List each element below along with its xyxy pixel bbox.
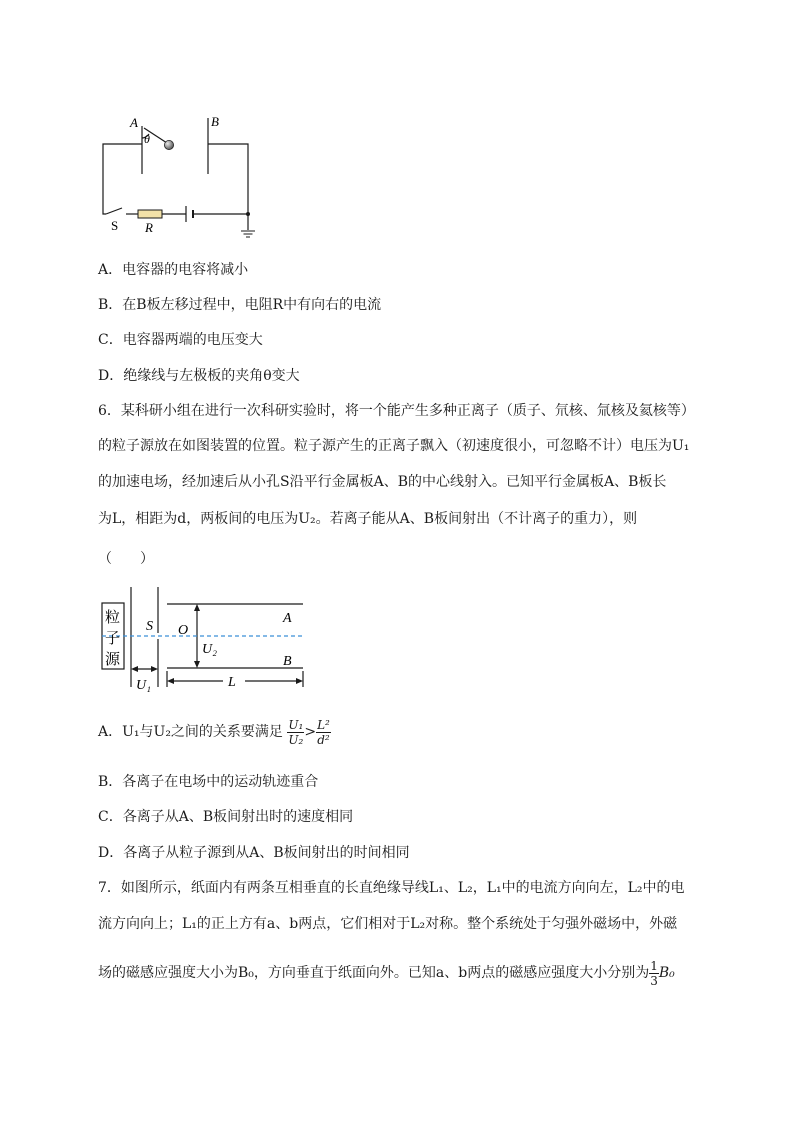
- fraction-one-third: [649, 959, 659, 988]
- label-plate-a: A: [283, 611, 292, 626]
- q7-stem-line-2: 流方向向上；L₁的正上方有a、b两点，它们相对于L₂对称。整个系统处于匀强外磁场中，外磁: [98, 916, 678, 932]
- q7-stem-line-3-text: 场的磁感应强度大小为B₀，方向垂直于纸面向外。已知a、b两点的磁感应强度大小分别为: [98, 965, 650, 981]
- l-arrowhead-left: [167, 678, 174, 684]
- fraction-l2-over-d2: [316, 718, 331, 747]
- label-resistor: R: [145, 220, 153, 235]
- deflection-apparatus-figure: [100, 585, 310, 695]
- fraction-one-third-numerator: 1: [650, 958, 658, 973]
- q5-option-d: D．绝缘线与左极板的夹角θ变大: [98, 368, 300, 384]
- right-wire: [208, 144, 248, 214]
- q6-option-c: C．各离子从A、B板间射出时的速度相同: [98, 809, 354, 825]
- fraction-d2-denominator: d²: [317, 732, 330, 747]
- q6-option-a: [98, 712, 331, 752]
- charged-ball: [164, 140, 173, 149]
- label-plate-a: A: [130, 115, 138, 130]
- q6-stem-line-5: （ ）: [98, 551, 154, 567]
- source-char-1: 粒: [105, 610, 121, 626]
- q6-stem-line-2: 的粒子源放在如图装置的位置。粒子源产生的正离子飘入（初速度很小，可忽略不计）电压为U₁: [98, 438, 690, 454]
- fraction-u1-over-u2: [287, 718, 304, 747]
- u2-arrowhead-up: [194, 604, 200, 611]
- junction-dot: [246, 212, 250, 216]
- q6-option-d: D．各离子从粒子源到从A、B板间射出的时间相同: [98, 845, 410, 861]
- label-plate-b: B: [211, 114, 219, 129]
- fraction-u1-numerator: U₁: [288, 717, 304, 732]
- source-char-2: 子: [105, 631, 121, 647]
- q5-option-c: C．电容器两端的电压变大: [98, 332, 263, 348]
- comparison-sign: >: [304, 724, 317, 740]
- u1-arrowhead-right: [151, 666, 158, 672]
- q5-option-a: A．电容器的电容将减小: [98, 262, 249, 278]
- label-l: L: [228, 675, 236, 690]
- q6-stem-line-4: 为L，相距为d，两板间的电压为U₂。若离子能从A、B板间射出（不计离子的重力），则: [98, 511, 638, 527]
- left-wire: [103, 144, 142, 214]
- u2-arrowhead-down: [194, 661, 200, 668]
- capacitor-circuit-figure: [96, 110, 266, 245]
- label-plate-b: B: [283, 654, 292, 669]
- q7-stem-line-1: 7．如图所示，纸面内有两条互相垂直的长直绝缘导线L₁、L₂，L₁中的电流方向向左，L₂中的电: [98, 880, 685, 896]
- label-u1: U₁: [136, 678, 151, 693]
- u1-arrowhead-left: [131, 666, 138, 672]
- fraction-one-third-denominator: 3: [650, 973, 658, 988]
- q6-stem-line-1: 6．某科研小组在进行一次科研实验时，将一个能产生多种正离子（质子、氘核、氚核及氦核等）: [98, 403, 695, 419]
- fraction-u2-denominator: U₂: [288, 732, 304, 747]
- resistor: [138, 210, 162, 218]
- label-o: O: [178, 623, 189, 638]
- fraction-tail-b0: B₀: [658, 965, 675, 981]
- switch-blade: [106, 208, 122, 214]
- q7-stem-line-3: [98, 956, 675, 990]
- q5-option-b: B．在B板左移过程中，电阻R中有向右的电流: [98, 297, 382, 313]
- q6-option-a-prefix: A．U₁与U₂之间的关系要满足: [98, 724, 283, 740]
- source-char-3: 源: [105, 652, 121, 668]
- label-hole-s: S: [146, 619, 153, 634]
- fraction-l2-numerator: L²: [317, 717, 330, 732]
- q6-stem-line-3: 的加速电场，经加速后从小孔S沿平行金属板A、B的中心线射入。已知平行金属板A、B板长: [98, 474, 667, 490]
- label-u2: U₂: [202, 642, 217, 657]
- q6-option-b: B．各离子在电场中的运动轨迹重合: [98, 774, 319, 790]
- l-arrowhead-right: [296, 678, 303, 684]
- label-switch: S: [111, 218, 119, 233]
- label-theta: θ: [144, 132, 150, 146]
